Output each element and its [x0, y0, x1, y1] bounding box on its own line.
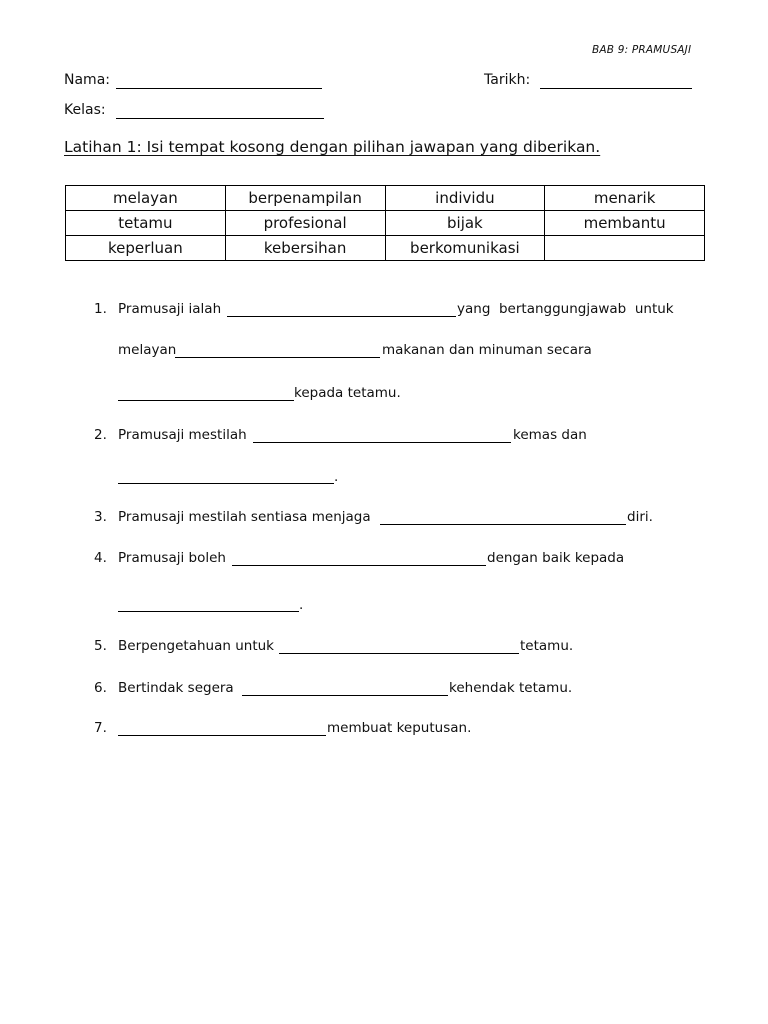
word-bank-cell: menarik — [545, 186, 705, 211]
q4-blank-2[interactable] — [118, 611, 299, 612]
word-bank-cell: melayan — [66, 186, 226, 211]
q4-text-a: Pramusaji boleh — [118, 550, 226, 566]
q7-number: 7. — [94, 720, 107, 736]
word-bank-row — [66, 211, 705, 236]
word-bank-cell: kebersihan — [225, 236, 385, 261]
word-bank-row — [66, 186, 705, 211]
word-bank-cell: bijak — [385, 211, 545, 236]
q6-text-b: kehendak tetamu. — [449, 680, 573, 696]
name-field[interactable] — [116, 88, 322, 89]
q5-blank[interactable] — [279, 653, 519, 654]
word-bank-cell: berpenampilan — [225, 186, 385, 211]
q5-number: 5. — [94, 638, 107, 654]
word-bank-row — [66, 236, 705, 261]
q6-text-a: Bertindak segera — [118, 680, 234, 696]
q2-blank-2[interactable] — [118, 483, 334, 484]
class-label: Kelas: — [64, 102, 106, 118]
q6-blank[interactable] — [242, 695, 448, 696]
date-field[interactable] — [540, 88, 692, 89]
word-bank-cell: tetamu — [66, 211, 226, 236]
q1-text-e: kepada tetamu. — [294, 385, 401, 401]
q3-text-b: diri. — [627, 509, 653, 525]
q1-text-d: makanan dan minuman secara — [382, 342, 592, 358]
q7-blank[interactable] — [118, 735, 326, 736]
q2-blank-1[interactable] — [253, 442, 511, 443]
date-label: Tarikh: — [484, 72, 531, 88]
q1-text-b: yang bertanggungjawab untuk — [457, 301, 674, 317]
q2-text-c: . — [334, 469, 339, 485]
exercise-title: Latihan 1: Isi tempat kosong dengan pilihan jawapan yang diberikan. — [64, 138, 601, 156]
q4-text-c: . — [299, 597, 304, 613]
q3-blank[interactable] — [380, 524, 626, 525]
q4-blank-1[interactable] — [232, 565, 486, 566]
word-bank-cell: membantu — [545, 211, 705, 236]
word-bank-table — [65, 185, 705, 261]
q2-number: 2. — [94, 427, 107, 443]
q5-text-a: Berpengetahuan untuk — [118, 638, 275, 654]
word-bank-cell — [545, 236, 705, 261]
q5-text-b: tetamu. — [520, 638, 574, 654]
q1-number: 1. — [94, 301, 107, 317]
word-bank-cell: individu — [385, 186, 545, 211]
q2-text-a: Pramusaji mestilah — [118, 427, 247, 443]
word-bank-cell: profesional — [225, 211, 385, 236]
q3-text-a: Pramusaji mestilah sentiasa menjaga — [118, 509, 371, 525]
chapter-header: BAB 9: PRAMUSAJI — [592, 44, 692, 56]
q1-blank-2[interactable] — [175, 357, 380, 358]
q4-number: 4. — [94, 550, 107, 566]
class-field[interactable] — [116, 118, 324, 119]
q1-text-c: melayan — [118, 342, 177, 358]
word-bank-cell: keperluan — [66, 236, 226, 261]
q3-number: 3. — [94, 509, 107, 525]
q2-text-b: kemas dan — [513, 427, 587, 443]
q1-blank-1[interactable] — [227, 316, 456, 317]
q1-text-a: Pramusaji ialah — [118, 301, 222, 317]
q6-number: 6. — [94, 680, 107, 696]
q7-text-a: membuat keputusan. — [327, 720, 472, 736]
word-bank-cell: berkomunikasi — [385, 236, 545, 261]
q4-text-b: dengan baik kepada — [487, 550, 625, 566]
name-label: Nama: — [64, 72, 110, 88]
q1-blank-3[interactable] — [118, 400, 294, 401]
